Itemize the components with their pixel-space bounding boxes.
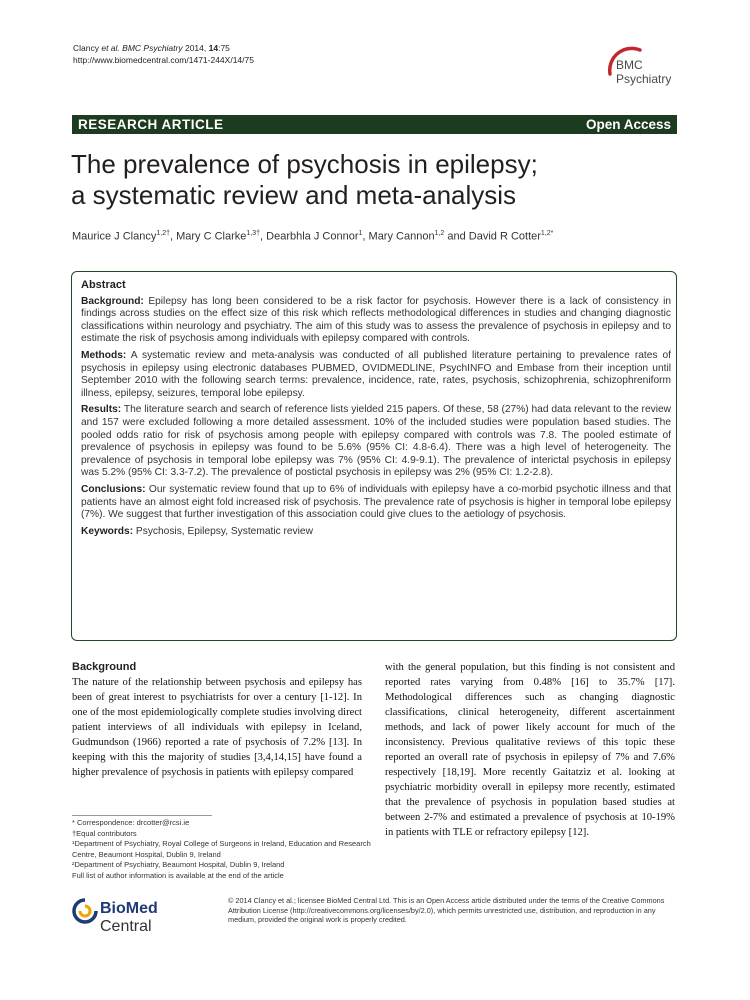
author-list: Maurice J Clancy$^{1,2\dagger}$, Mary C Clarke$^{1,3\dagger}$, Dearbhla J Connor$^1$, Mary Cannon$^{1,2}$ and David R Cotter$^{1,2*}$ [72, 230, 554, 243]
citation-year: 2014, [182, 43, 209, 53]
correspondence-note: * Correspondence: drcotter@rcsi.ie [72, 818, 190, 827]
affiliation-1: ¹Department of Psychiatry, Royal College of Surgeons in Ireland, Education and Research Centre, Beaumont Hospital, Dublin 9, Ireland [72, 839, 371, 859]
background-text-right: with the general population, but this finding is not consistent and reported rates varying from 0.48% [16] to 35.7% [17]. Methodological differences such as changing diagnostic classifications, clinical heterogeneity, different ascertainment methods, and lack of power likely account for much of the inconsistency. Previous qualitative reviews of this topic these reported an overall rate of psychosis in epilepsy of 7% and 7.6% respectively [18,19]. More recently Gaitatziz et al. looking at psychiatric morbidity overall in epilepsy more recently, estimated that the prevalence of psychosis in population based studies at between 2-7% and estimated a prevalence of psychosis at 10-19% in patients with TLE or refractory epilepsy [12]. [385, 662, 675, 838]
abstract-keywords-text: Psychosis, Epilepsy, Systematic review [133, 525, 313, 537]
author-affiliation: 1,2 [434, 230, 445, 237]
abstract-box [71, 271, 677, 641]
footnote-divider [72, 815, 212, 816]
abstract-results [81, 404, 671, 480]
abstract-conclusions-label: Conclusions: [81, 483, 146, 495]
author-info-note: Full list of author information is available at the end of the article [72, 870, 284, 880]
article-title-line2: a systematic review and meta-analysis [71, 180, 517, 210]
citation-page: :75 [218, 43, 230, 53]
journal-logo-word2: Psychiatry [616, 72, 672, 86]
footnotes [72, 815, 372, 881]
article-url[interactable]: http://www.biomedcentral.com/1471-244X/14/75 [73, 55, 254, 65]
article-title-line1: The prevalence of psychosis in epilepsy; [71, 149, 538, 179]
abstract-conclusions-text: Our systematic review found that up to 6% of individuals with epilepsy have a co-morbid psychotic illness and that patients have an almost eight fold increased risk of psychosis. The prevalence rate of psychosis is higher in temporal lobe epilepsy (7%). We suggest that further investigation of this association could give clues to the aetiology of psychosis. [81, 483, 671, 521]
abstract-keywords-label: Keywords: [81, 525, 134, 537]
abstract-results-label: Results: [81, 404, 122, 416]
author-affiliation: 1,2† [156, 230, 170, 237]
biomed-central-wordmark [100, 900, 212, 936]
abstract-methods-text: A systematic review and meta-analysis was conducted of all published literature pertaining to prevalence rates of psychosis in epilepsy using electronic databases PUBMED, OVIDMEDLINE, PsychINFO and Embase from their inception until September 2010 with the following search terms: prevalence, incidence, rate, rates, psychosis, schizophrenia, schizophreniform illness, epilepsy, seizures, temporal lobe epilepsy. [81, 349, 671, 399]
abstract-results-text: The literature search and search of reference lists yielded 215 papers. Of these, 58 (27%) had data relevant to the review and 157 were excluded following a more detailed assessment. 10% of the included studies were population based studies. The pooled odds ratio for risk of psychosis among people with epilepsy compared with controls was 7.8. The pooled estimate of prevalence of psychosis in epilepsy was found to be 5.6% (95% CI: 4.8-6.4). There was a high level of heterogeneity. The prevalence of psychosis in temporal lobe epilepsy was 7% (95% CI: 4.9-9.1). The prevalence of interictal psychosis in epilepsy was 5.2% (95% CI: 3.3-7.2). The prevalence of postictal psychosis in epilepsy was 2% (95% CI: 1.2-2.8). [81, 404, 671, 479]
author-name: Mary C Clarke [176, 230, 247, 243]
abstract-conclusions [81, 484, 671, 522]
author-name: David R Cotter [468, 230, 541, 243]
article-type-label: RESEARCH ARTICLE [78, 117, 224, 132]
author-affiliation: 1,2* [540, 230, 554, 237]
journal-logo-word1: BMC [616, 58, 643, 72]
biomed-word: BioMed [100, 900, 158, 917]
citation-volume: 14 [208, 43, 219, 53]
abstract-keywords [81, 526, 671, 539]
license-text: © 2014 Clancy et al.; licensee BioMed Central Ltd. This is an Open Access article distributed under the terms of the Creative Commons Attribution License (http://creativecommons.org/licenses/by/2.0), which permits unrestricted use, distribution, and reproduction in any medium, provided the original work is properly credited. [228, 896, 665, 924]
author-affiliation: 1,3† [246, 230, 261, 237]
body-column-right [385, 660, 675, 840]
author-name: Maurice J Clancy [72, 230, 157, 243]
author-name: Dearbhla J Connor [266, 230, 359, 243]
abstract-background-text: Epilepsy has long been considered to be a risk factor for psychosis. However there is a lack of consistency in findings across studies on the effect size of this risk which reflects methodological differences in studies and changing diagnostic classifications within neurology and psychiatry. The aim of this study was to assess the prevalence of psychosis in epilepsy and to estimate the risk of psychosis among individuals with epilepsy compared with controls. [81, 295, 671, 345]
open-access-label: Open Access [585, 117, 671, 132]
background-text-left: The nature of the relationship between psychosis and epilepsy has been of great interest to psychiatrists for over a century [1-12]. In one of the most epidemiologically complete studies involving direct patient interviews of all individuals with epilepsy in Iceland, Gudmundson (1966) reported a rate of psychosis of 7.2% [13]. In keeping with this the majority of studies [3,4,14,15] have found a higher prevalence of psychosis in patients with epilepsy compared [72, 677, 362, 778]
citation-header [73, 42, 254, 66]
equal-contributors-note: †Equal contributors [72, 828, 137, 838]
article-title [71, 149, 538, 211]
abstract-background [81, 296, 671, 346]
citation-authors: Clancy [73, 43, 99, 53]
article-type-banner [72, 115, 677, 134]
background-heading: Background [72, 661, 137, 673]
body-column-left [72, 660, 362, 780]
abstract-heading: Abstract [81, 279, 126, 291]
abstract-methods [81, 350, 671, 400]
affiliation-2: ²Department of Psychiatry, Beaumont Hospital, Dublin 9, Ireland [72, 860, 285, 869]
citation-journal: et al. BMC Psychiatry [101, 43, 183, 53]
biomed-central-emblem-icon [72, 898, 98, 924]
biomed-central-logo [72, 896, 212, 935]
journal-logo [600, 44, 684, 94]
author-name: Mary Cannon [368, 230, 435, 243]
author-affiliation: 1 [358, 230, 363, 237]
central-word: Central [100, 918, 152, 935]
abstract-background-label: Background: [81, 295, 144, 307]
abstract-methods-label: Methods: [81, 349, 127, 361]
